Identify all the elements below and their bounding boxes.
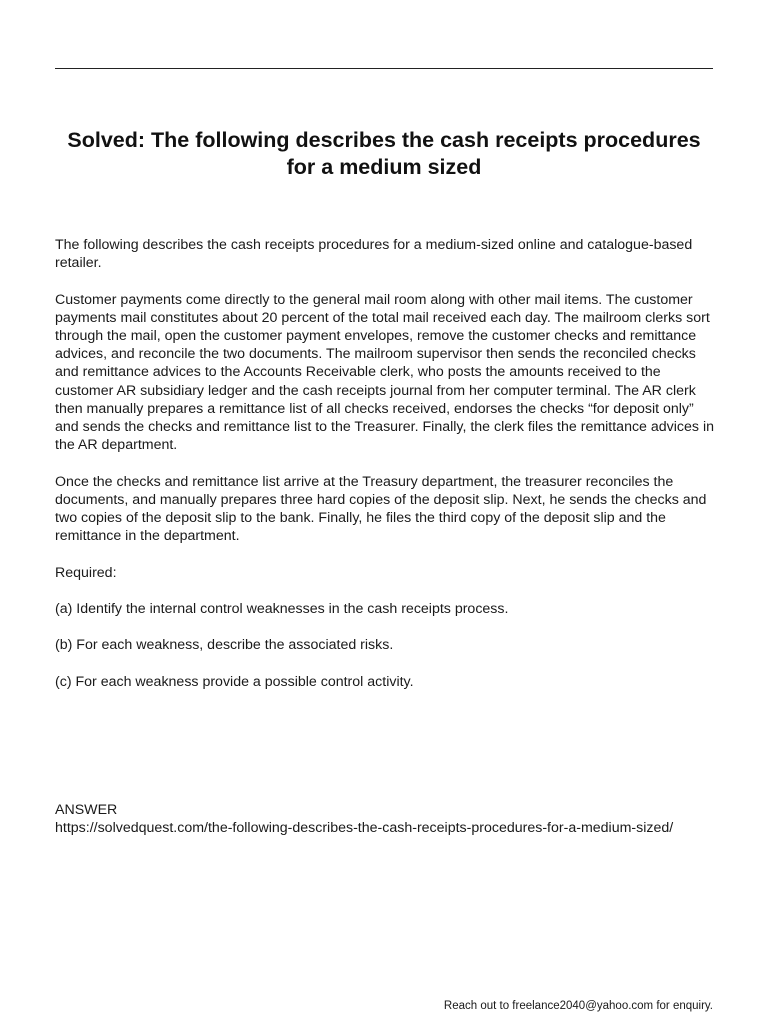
footer-contact: Reach out to freelance2040@yahoo.com for enquiry. (443, 1000, 713, 1012)
document-title: Solved: The following describes the cash receipts procedures for a medium sized (67, 128, 701, 179)
required-heading: Required: (55, 564, 117, 581)
answer-link[interactable]: https://solvedquest.com/the-following-describes-the-cash-receipts-procedures-for-a-medium-sized/ (55, 820, 674, 837)
top-divider (55, 68, 713, 69)
mailroom-paragraph: Customer payments come directly to the general mail room along with other mail items. The customer payments mail constitutes about 20 percent of the total mail received each day. The mailroom clerks sort through the mail, open the customer payment envelopes, remove the customer checks and remittance advices, and reconcile the two documents. The mailroom supervisor then sends the reconciled checks and remittance advices to the Accounts Receivable clerk, who posts the amounts received to the customer AR subsidiary ledger and the cash receipts journal from her computer terminal. The AR clerk then manually prepares a remittance list of all checks received, endorses the checks “for deposit only” and sends the checks and remittance list to the Treasurer. Finally, the clerk files the remittance advices in the AR department. (55, 291, 714, 454)
intro-paragraph: The following describes the cash receipts procedures for a medium-sized online and catalogue-based retailer. (55, 237, 693, 272)
answer-label: ANSWER (55, 802, 118, 818)
document-body (55, 236, 717, 709)
requirement-b: (b) For each weakness, describe the associated risks. (55, 637, 394, 654)
requirement-c: (c) For each weakness provide a possible control activity. (55, 673, 414, 690)
requirement-a: (a) Identify the internal control weaknesses in the cash receipts process. (55, 601, 509, 617)
answer-section (55, 801, 717, 837)
treasury-paragraph: Once the checks and remittance list arrive at the Treasury department, the treasurer reconciles the documents, and manually prepares three hard copies of the deposit slip. Next, he sends the checks and two copies of the deposit slip to the bank. Finally, he files the third copy of the deposit slip and the remittance in the department. (55, 473, 707, 545)
